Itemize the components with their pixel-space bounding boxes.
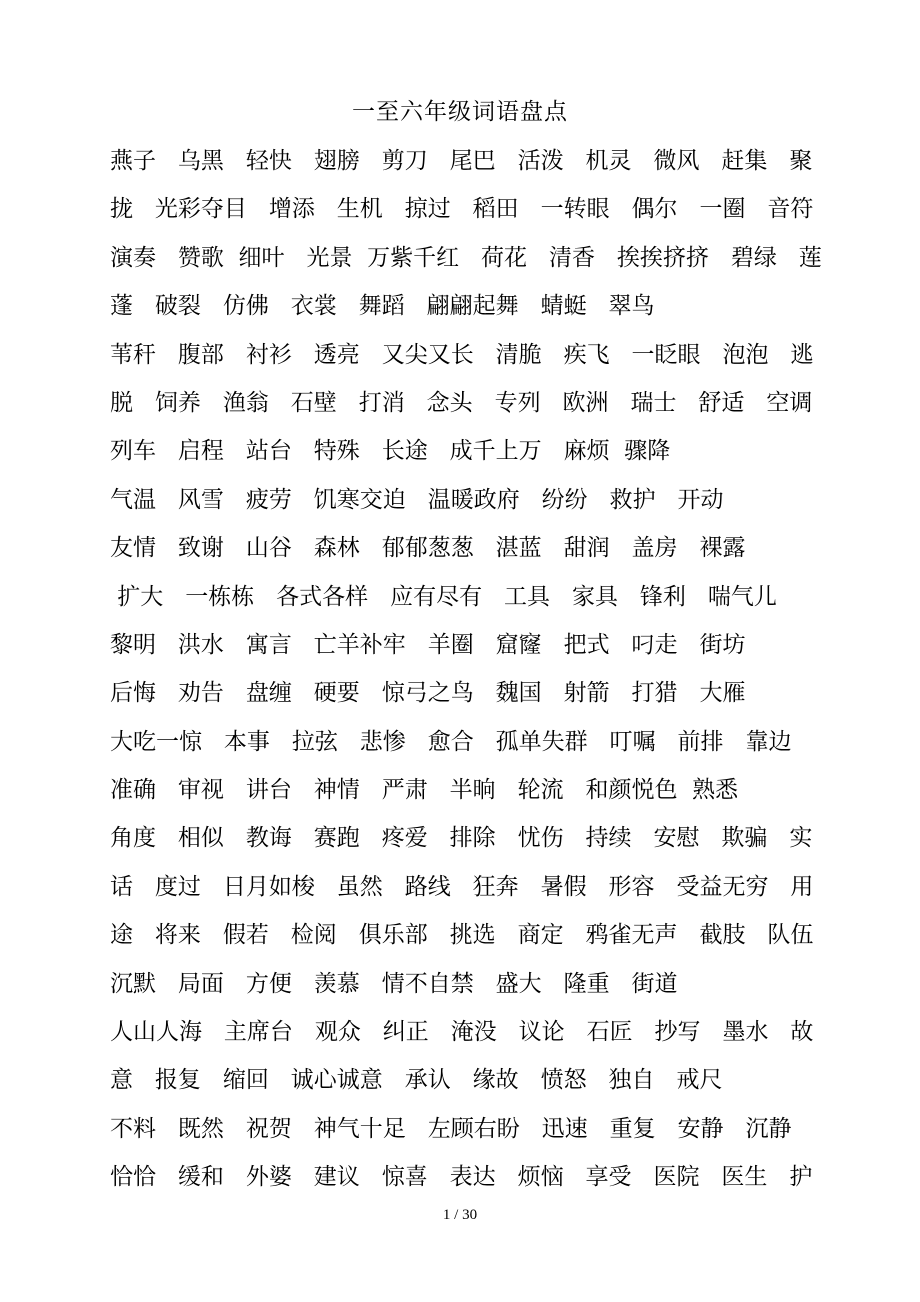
text-line: 拢 光彩夺目 增添 生机 掠过 稻田 一转眼 偶尔 一圈 音符 [110,196,814,223]
text-line: 友情 致谢 山谷 森林 郁郁葱葱 湛蓝 甜润 盖房 裸露 [110,535,746,562]
text-line: 话 度过 日月如梭 虽然 路线 狂奔 暑假 形容 受益无穷 用 [110,873,814,900]
text-line: 蓬 破裂 仿佛 衣裳 舞蹈 翩翩起舞 蜻蜓 翠鸟 [110,293,655,320]
text-line: 大吃一惊 本事 拉弦 悲惨 愈合 孤单失群 叮嘱 前排 靠边 [110,728,792,755]
text-line: 后悔 劝告 盘缠 硬要 惊弓之鸟 魏国 射箭 打猎 大雁 [110,680,746,707]
text-line: 燕子 乌黑 轻快 翅膀 剪刀 尾巴 活泼 机灵 微风 赶集 聚 [110,148,813,174]
text-line: 意 报复 缩回 诚心诚意 承认 缘故 愤怒 独自 戒尺 [110,1067,723,1094]
text-line: 脱 饲养 渔翁 石壁 打消 念头 专列 欧洲 瑞士 舒适 空调 [110,389,813,416]
text-line: 沉默 局面 方便 羡慕 情不自禁 盛大 隆重 街道 [110,970,678,997]
text-line: 途 将来 假若 检阅 俱乐部 挑选 商定 鸦雀无声 截肢 队伍 [110,922,814,949]
text-line: 演奏 赞歌 细叶 光景 万紫千红 荷花 清香 挨挨挤挤 碧绿 莲 [110,244,822,271]
text-line: 扩大 一栋栋 各式各样 应有尽有 工具 家具 锋利 喘气儿 [110,583,777,610]
text-line: 准确 审视 讲台 神情 严肃 半晌 轮流 和颜悦色 熟悉 [110,777,739,804]
text-line: 黎明 洪水 寓言 亡羊补牢 羊圈 窟窿 把式 叼走 街坊 [110,631,746,658]
vocabulary-list [110,137,880,1202]
page-number: 1 / 30 [442,1207,478,1223]
text-line: 列车 启程 站台 特殊 长途 成千上万 麻烦 骤降 [110,438,671,465]
text-line: 人山人海 主席台 观众 纠正 淹没 议论 石匠 抄写 墨水 故 [110,1019,814,1046]
page-title: 一至六年级词语盘点 [352,99,568,125]
text-line: 气温 风雪 疲劳 饥寒交迫 温暖政府 纷纷 救护 开动 [110,486,724,513]
text-line: 不料 既然 祝贺 神气十足 左顾右盼 迅速 重复 安静 沉静 [110,1115,792,1142]
text-line: 恰恰 缓和 外婆 建议 惊喜 表达 烦恼 享受 医院 医生 护 [110,1164,813,1191]
text-line: 角度 相似 教诲 赛跑 疼爱 排除 忧伤 持续 安慰 欺骗 实 [110,825,813,852]
text-line: 苇秆 腹部 衬衫 透亮 又尖又长 清脆 疾飞 一眨眼 泡泡 逃 [110,341,814,368]
